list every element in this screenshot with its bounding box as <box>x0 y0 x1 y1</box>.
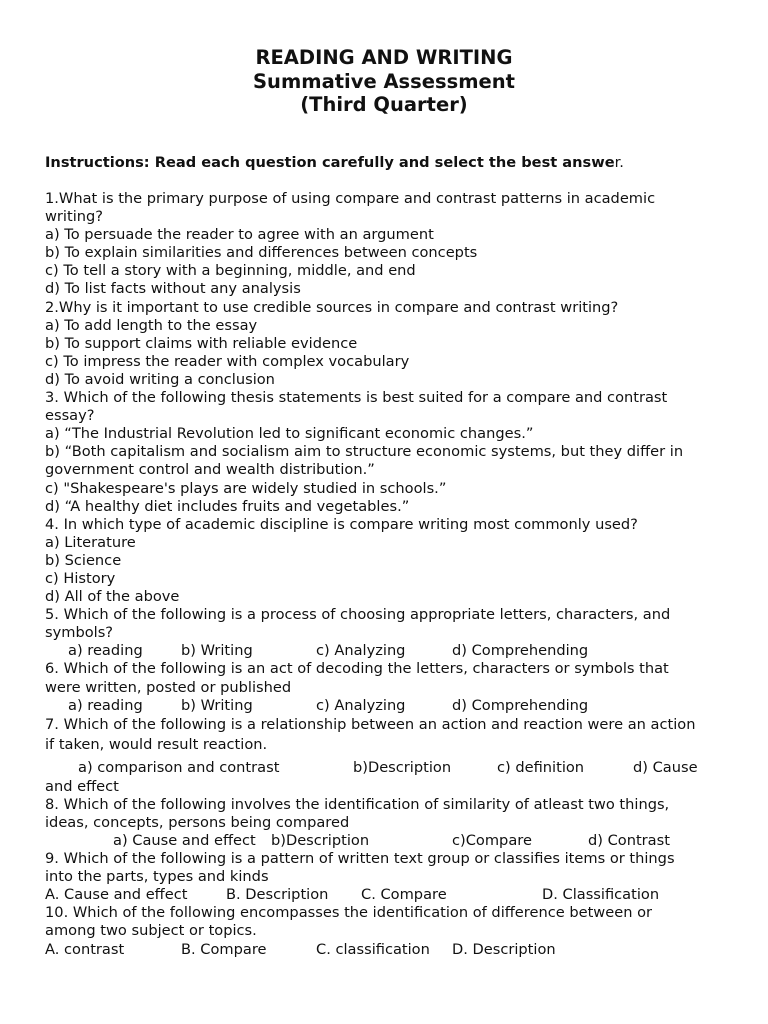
q6-option-b: b) Writing <box>181 696 253 714</box>
q1-option-b: b) To explain similarities and differences between concepts <box>45 244 478 262</box>
q1-stem: 1.What is the primary purpose of using compare and contrast patterns in academic <box>45 190 656 207</box>
q9-option-b: B. Description <box>226 886 329 904</box>
q10-option-b: B. Compare <box>181 940 267 958</box>
q7-option-d-cont: and effect <box>45 777 119 795</box>
q7-option-c: c) definition <box>497 758 585 776</box>
q2-stem: 2.Why is it important to use credible sources in compare and contrast writing? <box>45 298 619 316</box>
title-quarter: (Third Quarter) <box>300 93 468 116</box>
q4-option-b: b) Science <box>45 551 122 569</box>
q3-stem: 3. Which of the following thesis statements is best suited for a compare and contrast <box>45 389 668 407</box>
instructions-bold: Instructions: Read each question carefully and select the best answe <box>45 154 615 171</box>
q7-option-d: d) Cause <box>633 758 698 776</box>
q6-option-c: c) Analyzing <box>316 696 406 714</box>
q3-stem-cont: essay? <box>45 407 95 425</box>
q3-option-b: b) “Both capitalism and socialism aim to structure economic systems, but they differ in <box>45 443 684 461</box>
q3-option-a: a) “The Industrial Revolution led to significant economic changes.” <box>45 425 534 443</box>
q6-option-a: a) reading <box>68 696 143 714</box>
q10-options <box>45 941 725 959</box>
q8-stem: 8. Which of the following involves the identification of similarity of atleast two things, <box>45 795 670 813</box>
instructions-tail: r. <box>614 154 624 171</box>
q1-option-d: d) To list facts without any analysis <box>45 280 301 298</box>
q8-option-b: b)Description <box>271 832 370 849</box>
q5-stem-cont: symbols? <box>45 624 114 642</box>
q5-option-b: b) Writing <box>181 642 253 660</box>
q7-option-b: b)Description <box>353 758 452 776</box>
q10-option-d: D. Description <box>452 940 556 958</box>
q9-stem-cont: into the parts, types and kinds <box>45 868 269 886</box>
q2-option-d: d) To avoid writing a conclusion <box>45 370 275 388</box>
q8-option-d: d) Contrast <box>588 832 670 849</box>
q3-option-c: c) "Shakespeare's plays are widely studied in schools.” <box>45 479 447 497</box>
title-assessment: Summative Assessment <box>253 69 515 93</box>
q9-option-d: D. Classification <box>542 886 660 904</box>
q4-option-a: a) Literature <box>45 533 136 551</box>
question-list <box>45 190 725 959</box>
q10-stem-cont: among two subject or topics. <box>45 922 257 940</box>
q8-options <box>45 832 725 850</box>
q3-option-d: d) “A healthy diet includes fruits and vegetables.” <box>45 497 410 515</box>
q9-options <box>45 886 725 904</box>
q4-option-c: c) History <box>45 569 116 587</box>
q9-option-c: C. Compare <box>361 886 447 904</box>
q7-stem: 7. Which of the following is a relationship between an action and reaction were an action <box>45 715 696 733</box>
q10-option-a: A. contrast <box>45 940 125 958</box>
q5-option-d: d) Comprehending <box>452 642 589 660</box>
q6-option-d: d) Comprehending <box>452 696 589 714</box>
q1-option-c: c) To tell a story with a beginning, middle, and end <box>45 262 416 280</box>
q8-stem-cont: ideas, concepts, persons being compared <box>45 813 350 831</box>
q2-option-b: b) To support claims with reliable evidence <box>45 334 358 352</box>
q4-stem: 4. In which type of academic discipline is compare writing most commonly used? <box>45 515 638 533</box>
q8-option-c: c)Compare <box>452 832 532 849</box>
title-subject: READING AND WRITING <box>255 46 513 69</box>
q7-options <box>45 756 725 778</box>
q9-option-a: A. Cause and effect <box>45 886 188 904</box>
title-block <box>0 46 768 117</box>
q1-option-a: a) To persuade the reader to agree with an argument <box>45 226 434 244</box>
q5-option-c: c) Analyzing <box>316 642 406 660</box>
q2-option-a: a) To add length to the essay <box>45 316 258 334</box>
q2-option-c: c) To impress the reader with complex vocabulary <box>45 352 410 370</box>
q3-option-b-cont: government control and wealth distribution.” <box>45 461 375 479</box>
q5-options <box>45 642 725 660</box>
q10-option-c: C. classification <box>316 940 430 958</box>
q7-block <box>45 715 725 756</box>
q9-stem: 9. Which of the following is a pattern of written text group or classifies items or things <box>45 850 675 868</box>
q1-stem-cont: writing? <box>45 208 104 226</box>
q6-options <box>45 697 725 715</box>
q10-stem: 10. Which of the following encompasses the identification of difference between or <box>45 904 653 922</box>
q7-stem-cont: if taken, would result reaction. <box>45 736 268 754</box>
q6-stem-cont: were written, posted or published <box>45 678 292 696</box>
q8-option-a: a) Cause and effect <box>113 832 256 849</box>
q5-stem: 5. Which of the following is a process of choosing appropriate letters, characters, and <box>45 606 671 624</box>
q5-option-a: a) reading <box>68 642 143 660</box>
q4-option-d: d) All of the above <box>45 588 180 606</box>
q6-stem: 6. Which of the following is an act of decoding the letters, characters or symbols that <box>45 660 669 678</box>
instructions <box>45 154 745 172</box>
q7-option-a: a) comparison and contrast <box>78 758 280 776</box>
